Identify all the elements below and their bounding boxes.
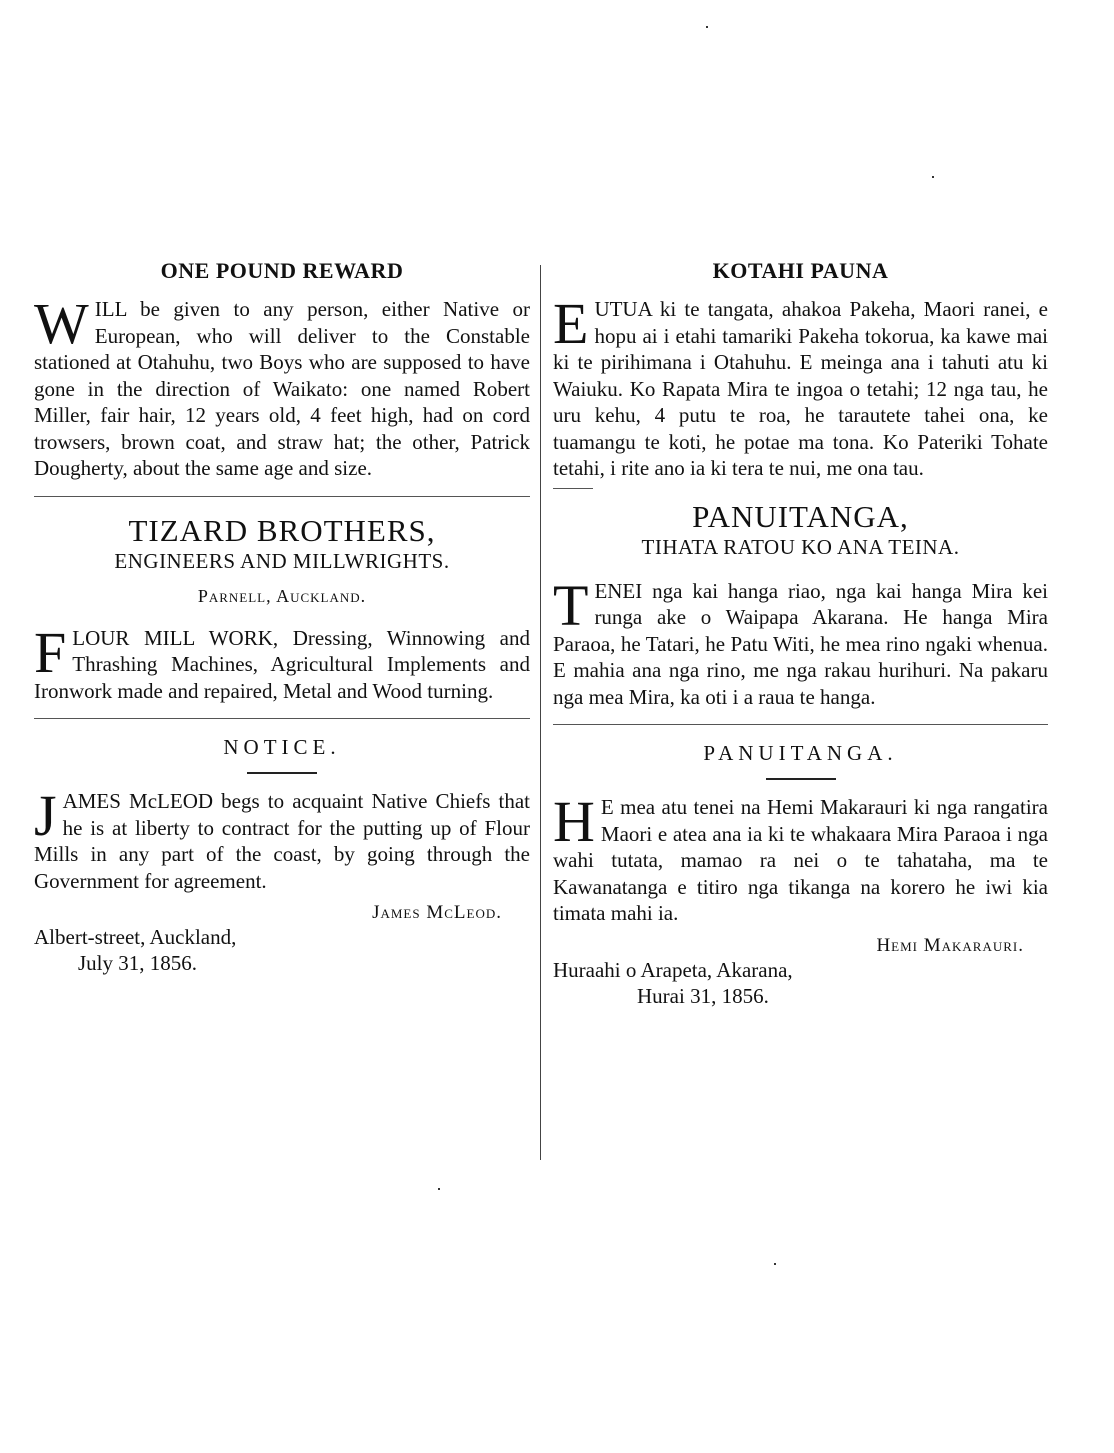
notice-title: NOTICE. — [223, 735, 341, 759]
notice-address: Albert-street, Auckland, — [34, 925, 237, 949]
kotahi-body — [553, 291, 1048, 482]
drop-cap: W — [34, 291, 89, 356]
notice-signature: James McLeod. — [372, 902, 502, 923]
reward-title: ONE POUND REWARD — [160, 258, 404, 283]
section-rule — [34, 718, 530, 719]
kotahi-text: UTUA ki te tangata, ahakoa Pakeha, Maori ranei, e hopu ai i etahi tamariki Pakeha tokorua, ka kawe mai ki te pirihimana i Otahuhu. E meinga ana i tahuti atu ki Waiuku. Ko Rapata Mira te ingoa o tetahi; 12 nga tau, he uru kehu, 4 putu te roa, he tarautete tahei ona, ke tuamangu te koti, he potae ma tona. Ko Pateriki Tohate tetahi, i rite ano ia ki tera te nui, me ona tau. — [553, 297, 1048, 480]
panuitanga2-body — [553, 789, 1048, 927]
panuitanga2-date: Hurai 31, 1856. — [637, 983, 769, 1008]
panuitanga-mcleod — [553, 741, 1048, 1009]
panuitanga-body — [553, 572, 1048, 711]
drop-cap: H — [553, 789, 595, 854]
tizard-subtitle: ENGINEERS AND MILLWRIGHTS. — [114, 548, 450, 573]
left-column — [34, 258, 530, 976]
panuitanga-tizard — [553, 499, 1048, 711]
tizard-title: TIZARD BROTHERS, — [128, 512, 436, 548]
speck — [438, 1188, 440, 1190]
panuitanga2-title: PANUITANGA. — [703, 741, 898, 765]
notice-text: AMES McLEOD begs to acquaint Native Chiefs that he is at liberty to contract for the putting up of Flour Mills in any part of the coast, by going through the Government for agreement. — [34, 789, 530, 893]
title-rule — [766, 778, 836, 780]
panuitanga-title: PANUITANGA, — [692, 498, 909, 534]
notice-date: July 31, 1856. — [78, 951, 198, 975]
panuitanga-subtitle: TIHATA RATOU KO ANA TEINA. — [641, 534, 960, 559]
tizard-place: Parnell, Auckland. — [197, 585, 367, 606]
speck — [706, 26, 708, 28]
kotahi-title: KOTAHI PAUNA — [712, 258, 889, 283]
right-column — [553, 258, 1048, 1009]
panuitanga2-address: Huraahi o Arapeta, Akarana, — [553, 957, 793, 982]
drop-cap: E — [553, 291, 589, 356]
speck — [932, 176, 934, 178]
panuitanga2-signature: Hemi Makarauri. — [876, 934, 1024, 956]
section-rule — [553, 488, 593, 489]
drop-cap: T — [553, 572, 589, 638]
notice-body — [34, 783, 530, 894]
title-rule — [247, 772, 317, 774]
reward-notice — [34, 258, 530, 482]
section-rule — [553, 724, 1048, 725]
mcleod-notice — [34, 735, 530, 976]
tizard-advert — [34, 513, 530, 705]
kotahi-notice — [553, 258, 1048, 482]
drop-cap: J — [34, 783, 57, 848]
column-divider — [540, 265, 541, 1160]
panuitanga2-text: E mea atu tenei na Hemi Makarauri ki nga rangatira Maori e atea ana ia ki te whakaara Mira Paraoa i nga wahi tutata, mamao ra nei o te tahataha, ma te Kawanatanga e titiro nga tikanga na korero he iwi kia timata mahi ia. — [553, 795, 1048, 925]
tizard-text: LOUR MILL WORK, Dressing, Winnowing and Thrashing Machines, Agricultural Implements and Ironwork made and repaired, Metal and Wood turning. — [34, 625, 530, 703]
reward-text: ILL be given to any person, either Native or European, who will deliver to the Constable stationed at Otahuhu, two Boys who are supposed to have gone in the direction of Waikato: one named Robert Miller, fair hair, 12 years old, 4 feet high, had on cord trowsers, brown coat, and straw hat; the other, Patrick Dougherty, about the same age and size. — [34, 297, 530, 480]
drop-cap: F — [34, 619, 67, 685]
reward-body — [34, 291, 530, 482]
speck — [774, 1263, 776, 1265]
section-rule — [34, 496, 530, 497]
tizard-body — [34, 619, 530, 705]
panuitanga-text: ENEI nga kai hanga riao, nga kai hanga Mira kei runga ake o Waipapa Akarana. He hanga Mira Paraoa, he Tatari, he Patu Witi, he mea rino ngaki whenua. E mahia ana nga rino, me nga rakau hurihuri. Na pakaru nga mea Mira, ka oti i a raua te hanga. — [553, 578, 1048, 709]
